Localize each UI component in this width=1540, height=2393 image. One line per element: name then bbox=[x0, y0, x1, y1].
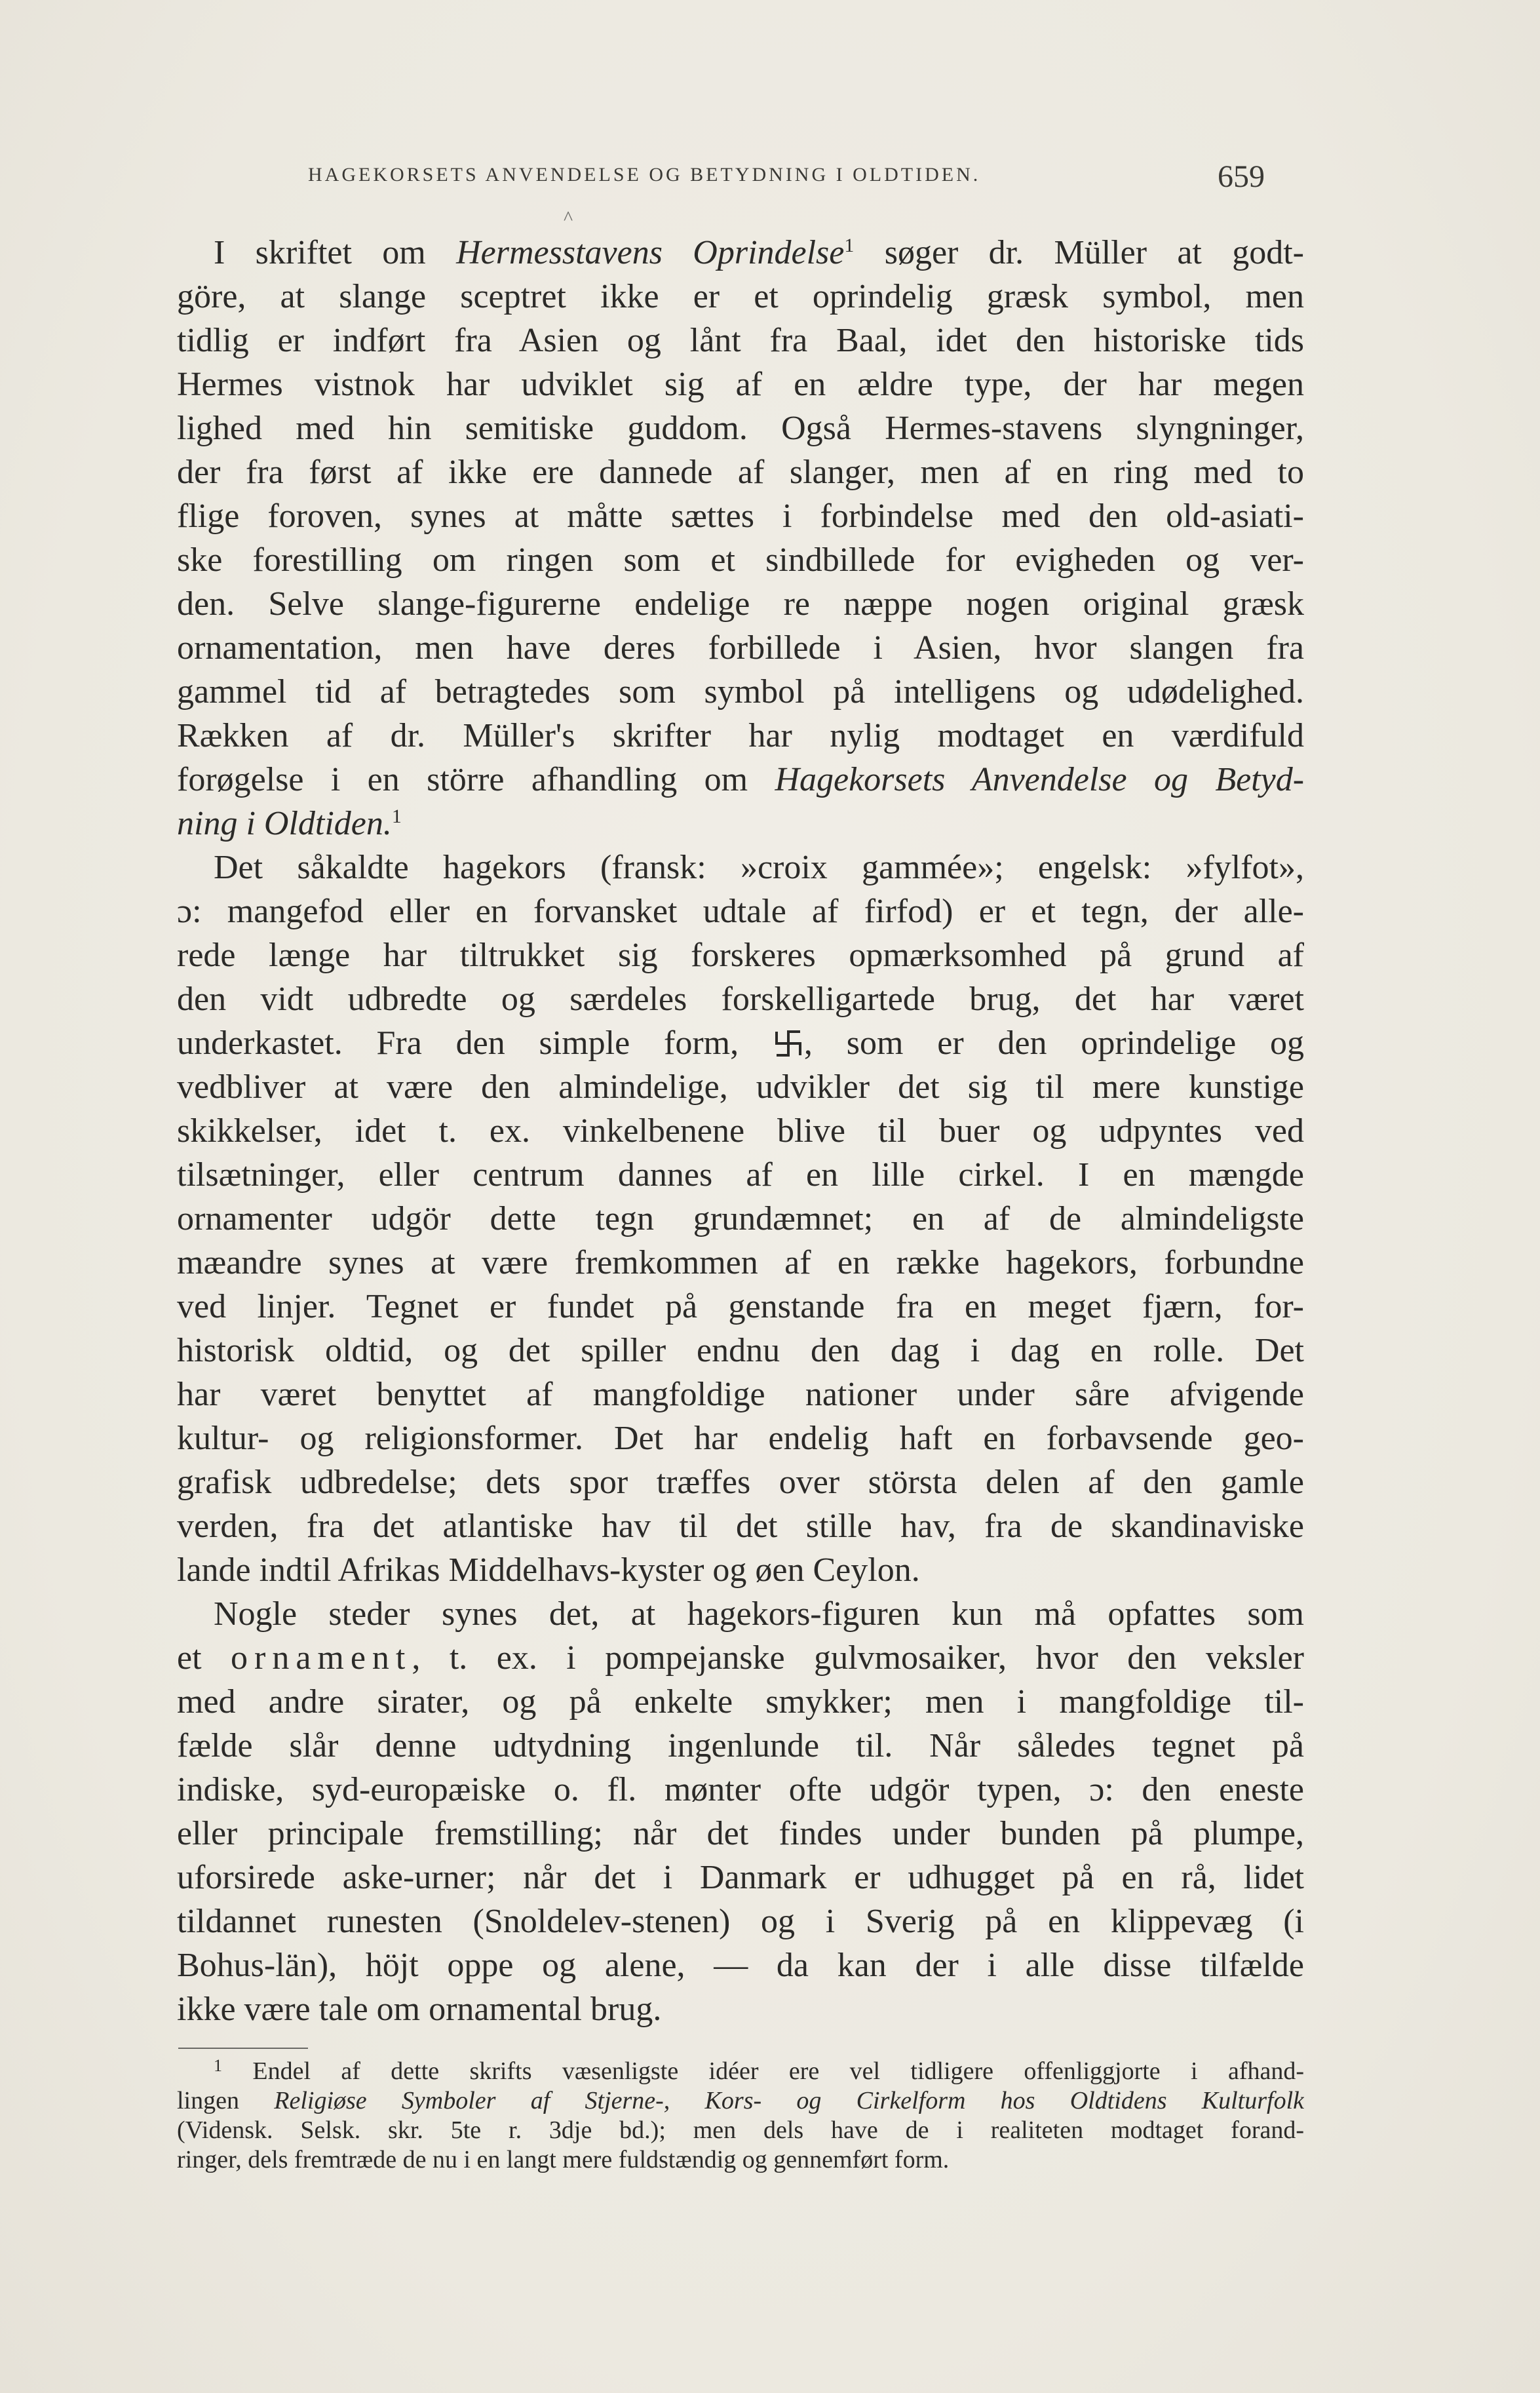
body-text bbox=[177, 231, 1304, 2031]
footnote-line: $^1$ Endel af dette skrifts væsenligste idéer ere vel tidligere offenliggjorte i afhand- bbox=[214, 2057, 1304, 2085]
text-line: med andre sirater, og på enkelte smykker; men i mangfoldige til- bbox=[177, 1683, 1304, 1721]
footnote-marker: 1 bbox=[391, 806, 402, 827]
text-line: ved linjer. Tegnet er fundet på genstande fra en meget fjærn, for- bbox=[177, 1288, 1304, 1325]
italic-title: Hagekorsets Anvendelse og Betyd- bbox=[775, 761, 1304, 798]
italic-title: Religiøse Symboler af Stjerne-, Kors- og Cirkelform hos Oldtidens Kulturfolk bbox=[274, 2087, 1304, 2114]
text-line: flige foroven, synes at måtte sættes i forbindelse med den old-asiati- bbox=[177, 497, 1304, 535]
text-line: vedbliver at være den almindelige, udvikler det sig til mere kunstige bbox=[177, 1068, 1304, 1106]
text-line: lande indtil Afrikas Middelhavs-kyster og øen Ceylon. bbox=[177, 1551, 920, 1589]
footnote-marker: 1 bbox=[844, 235, 855, 256]
footnotes bbox=[177, 2057, 1304, 2175]
text-line: ske forestilling om ringen som et sindbillede for evigheden og ver- bbox=[177, 541, 1304, 579]
footnote-line: ringer, dels fremtræde de nu i en langt mere fuldstændig og gennemført form. bbox=[177, 2146, 950, 2173]
text-line: Bohus-län), höjt oppe og alene, — da kan der i alle disse tilfælde bbox=[177, 1947, 1304, 1984]
footnote-number: 1 bbox=[214, 2057, 222, 2075]
footnote-line: lingen Religiøse Symboler af Stjerne-, Kors- og Cirkelform hos Oldtidens Kulturfolk bbox=[177, 2087, 1304, 2114]
running-head: HAGEKORSETS ANVENDELSE OG BETYDNING I OLDTIDEN. bbox=[308, 164, 981, 185]
text-line: ɔ: mangefod eller en forvansket udtale af firfod) er et tegn, der alle- bbox=[177, 893, 1304, 930]
text-line: forøgelse i en större afhandling om Hagekorsets Anvendelse og Betyd- bbox=[177, 761, 1304, 798]
text-line: ornamentation, men have deres forbillede i Asien, hvor slangen fra bbox=[177, 629, 1304, 667]
text-line: har været benyttet af mangfoldige nationer under såre afvigende bbox=[177, 1376, 1304, 1413]
text-line: Det såkaldte hagekors (fransk: »croix gammée»; engelsk: »fylfot», bbox=[214, 849, 1304, 886]
text-line: underkastet. Fra den simple form, , som er den oprindelige og bbox=[177, 1024, 1304, 1062]
text-line: grafisk udbredelse; dets spor træffes over största delen af den gamle bbox=[177, 1464, 1304, 1501]
text-line: uforsirede aske-urner; når det i Danmark er udhugget på en rå, lidet bbox=[177, 1859, 1304, 1896]
text-line: Rækken af dr. Müller's skrifter har nylig modtaget en værdifuld bbox=[177, 717, 1304, 754]
text-line: den vidt udbredte og særdeles forskelligartede brug, det har været bbox=[177, 981, 1304, 1018]
text-line: I skriftet om Hermesstavens Oprindelse$^1$ søger dr. Müller at godt- bbox=[214, 234, 1304, 271]
text-line: kultur- og religionsformer. Det har endelig haft en forbavsende geo- bbox=[177, 1420, 1304, 1457]
emphasis-spaced: ornament bbox=[231, 1639, 412, 1677]
text-line: lighed med hin semitiske guddom. Også Hermes-stavens slyngninger, bbox=[177, 410, 1304, 447]
footnote-line: (Vidensk. Selsk. skr. 5te r. 3dje bd.); men dels have de i realiteten modtaget forand- bbox=[177, 2116, 1304, 2144]
text-line: göre, at slange sceptret ikke er et oprindelig græsk symbol, men bbox=[177, 278, 1304, 315]
text-line: tilsætninger, eller centrum dannes af en lille cirkel. I en mængde bbox=[177, 1156, 1304, 1194]
text-line: der fra først af ikke ere dannede af slanger, men af en ring med to bbox=[177, 454, 1304, 491]
text-line: mæandre synes at være fremkommen af en række hagekors, forbundne bbox=[177, 1244, 1304, 1281]
footnote-divider bbox=[178, 2048, 308, 2049]
text-line: indiske, syd-europæiske o. fl. mønter ofte udgör typen, ɔ: den eneste bbox=[177, 1771, 1304, 1808]
text-line: ornamenter udgör dette tegn grundæmnet; en af de almindeligste bbox=[177, 1200, 1304, 1237]
text-line: ikke være tale om ornamental brug. bbox=[177, 1991, 662, 2028]
text-line bbox=[177, 802, 1304, 846]
page-header bbox=[308, 159, 1265, 229]
text-line: skikkelser, idet t. ex. vinkelbenene blive til buer og udpyntes ved bbox=[177, 1112, 1304, 1150]
text-line: gammel tid af betragtedes som symbol på intelligens og udødelighed. bbox=[177, 673, 1304, 710]
italic-title: ning i Oldtiden. bbox=[177, 805, 392, 842]
text-line: Hermes vistnok har udviklet sig af en ældre type, der har megen bbox=[177, 366, 1304, 403]
text-line: tidlig er indført fra Asien og lånt fra Baal, idet den historiske tids bbox=[177, 322, 1304, 359]
text-line: tildannet runesten (Snoldelev-stenen) og i Sverig på en klippevæg (i bbox=[177, 1903, 1304, 1940]
swastika-icon bbox=[773, 1028, 804, 1059]
page-number: 659 bbox=[1218, 159, 1265, 194]
text-line: den. Selve slange-figurerne endelige re næppe nogen original græsk bbox=[177, 585, 1304, 623]
text-line: verden, fra det atlantiske hav til det stille hav, fra de skandinaviske bbox=[177, 1508, 1304, 1545]
text-line: eller principale fremstilling; når det findes under bunden på plumpe, bbox=[177, 1815, 1304, 1852]
text-line: et ornament, t. ex. i pompejanske gulvmosaiker, hvor den veksler bbox=[177, 1639, 1304, 1677]
text-line: Nogle steder synes det, at hagekors-figuren kun må opfattes som bbox=[214, 1595, 1304, 1633]
text-line: historisk oldtid, og det spiller endnu den dag i dag en rolle. Det bbox=[177, 1332, 1304, 1369]
italic-title: Hermesstavens Oprindelse bbox=[456, 234, 845, 271]
caret-mark: ^ bbox=[564, 207, 573, 229]
text-line: rede længe har tiltrukket sig forskeres opmærksomhed på grund af bbox=[177, 937, 1304, 974]
text-line: fælde slår denne udtydning ingenlunde til. Når således tegnet på bbox=[177, 1727, 1304, 1764]
